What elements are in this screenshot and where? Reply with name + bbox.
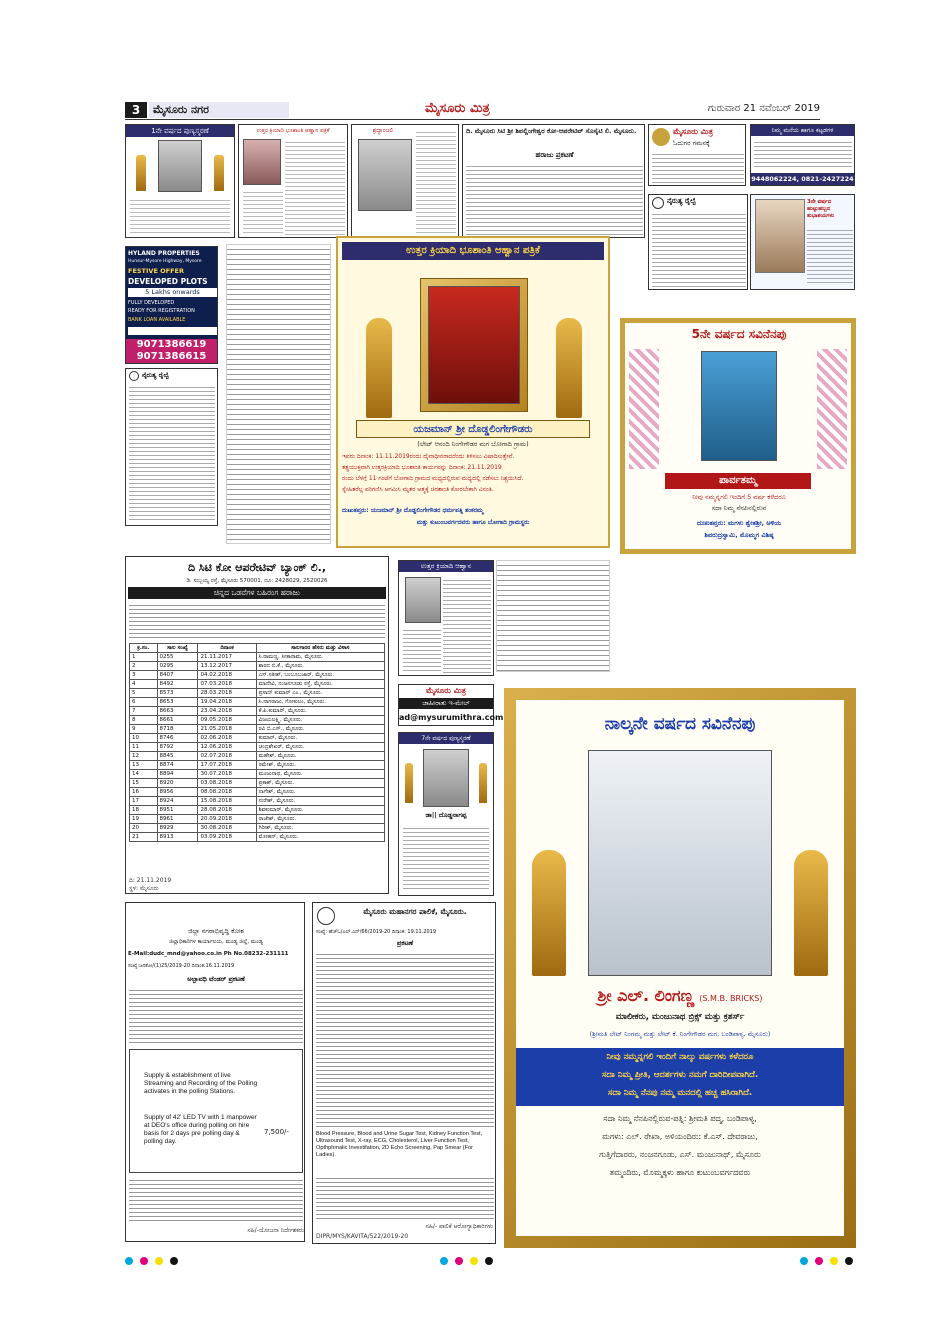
fourth-inner xyxy=(516,700,844,1236)
fourth-family: ಸದಾ ನಿಮ್ಮ ನೆನಪಿನಲ್ಲಿರುವ-ಪತ್ನಿ: ಶ್ರೀಮತಿ ಪದ್ಮ, ಬಂಡಿಪಾಳ್ಯ, xyxy=(603,1114,757,1123)
feature-mourners: ದುಃಖತಪ್ತರು: ಯಜಮಾನ್ ಶ್ರೀ ದೊಡ್ಡಲಿಂಗೇಗೌಡರ ಧರ್ಮಪತ್ನಿ ಶಂಕರಮ್ಮ xyxy=(342,507,484,514)
email-ad-sub: ಜಾಹೀರಾತು ಇ-ಮೇಲ್ xyxy=(399,698,493,709)
table-cell: ಮೋಹನ್, ಮೈಸೂರು. xyxy=(256,833,384,842)
registration-marks xyxy=(440,1250,520,1260)
table-cell: 8663 xyxy=(157,707,198,716)
ad-body-text xyxy=(129,384,215,522)
email-ad xyxy=(398,684,504,726)
bank-date: ದಿ: 21.11.2019 xyxy=(129,877,172,884)
fifth-title: 5ನೇ ವರ್ಷದ ಸವಿನೆನಪು xyxy=(691,327,787,341)
table-cell: ರಾಜೇಶ್, ಮೈಸೂರು. xyxy=(256,815,384,824)
anniversary-ad-2 xyxy=(238,124,348,238)
bank-table xyxy=(129,643,385,842)
fourth-name xyxy=(520,986,840,1008)
table-cell: 8718 xyxy=(157,725,198,734)
mitra-subtitle: ಓದುಗರ ಗಮನಕ್ಕೆ xyxy=(673,139,710,147)
auction-table xyxy=(129,643,385,842)
feature-line: ಇವರು ದಿನಾಂಕ: 11.11.2019ರಂದು ದೈವಾಧೀನರಾದರೆಂದು ತಿಳಿಸಲು ವಿಷಾದಿಸುತ್ತೇವೆ. xyxy=(342,453,515,460)
bank-auction xyxy=(125,556,389,894)
bank-address: ಡಿ. ಸುಬ್ಬಯ್ಯ ರಸ್ತೆ, ಮೈಸೂರು 570001, ದೂ: 2428029, 2520026 xyxy=(186,578,328,584)
table-cell: 8961 xyxy=(157,815,198,824)
table-cell: 02.07.2018 xyxy=(198,752,256,761)
fourth-tag: (S.M.B. BRICKS) xyxy=(699,994,763,1003)
property-offer: FESTIVE OFFER xyxy=(128,267,184,275)
ad-body-text xyxy=(285,139,345,235)
table-row xyxy=(130,752,385,761)
table-cell: ಶಾರದ ಬಿ.ಕೆ., ಮೈಸೂರು. xyxy=(256,662,384,671)
table-cell: 2 xyxy=(130,662,158,671)
feature-line: ಸ್ನೇಹಿತರೆಲ್ಲ ಪರಿಗಣಿಸಿ ಆಗಮಿಸಿ ಮೃತರ ಆತ್ಮಕ್ಕೆ ಚಿರಶಾಂತಿ ಕೋರಬೇಕಾಗಿ ವಿನಂತಿ. xyxy=(342,486,494,493)
ad-body-text xyxy=(443,577,491,673)
tender-email: E-Mail:dudc_mnd@yahoo.co.in Ph No.08232-231111 xyxy=(128,951,289,957)
fourth-parents: (ಶ್ರೀಮತಿ ಲೇಟ್ ನಿಂಗಮ್ಮ ಮತ್ತು ಲೇಟ್ ಕೆ. ನಿಂಗೇಗೌಡರ ಮಗ, ಬಂಡಿಪಾಳ್ಯ, ಮೈಸೂರು) xyxy=(589,1030,771,1038)
portrait-photo xyxy=(243,139,281,185)
corporation-sign: ಸಹಿ/- ಪಾಲಿಕೆ ಆರೋಗ್ಯಾಧಿಕಾರಿಗಳು xyxy=(425,1223,493,1230)
table-cell: 8492 xyxy=(157,680,198,689)
fourth-owner: ಮಾಲೀಕರು, ಮಂಜುನಾಥ ಬ್ರಿಕ್ಸ್ ಮತ್ತು ಕ್ರಶರ್ಸ್ xyxy=(615,1012,745,1022)
table-cell: ಮಾದೇವಿ, ನಂಜನಗೂಡು ರಸ್ತೆ, ಮೈಸೂರು. xyxy=(256,680,384,689)
lamp-icon xyxy=(366,318,392,418)
feature-line: ರಂದು ಬೆಳಗ್ಗೆ 11 ಗಂಟೆಗೆ ಬೋಗಾದಿ ಗ್ರಾಮದ ಮಧ್ಯದಲ್ಲಿರುವ ಮಧ್ಯದಲ್ಲಿ ನಡೆಸಲು ನಿಶ್ಚಯಿಸಿದೆ. xyxy=(342,475,524,482)
mitra-logo: ಮೈಸೂರು ಮಿತ್ರ xyxy=(673,127,713,136)
property-point: READY FOR REGISTRATION xyxy=(128,308,195,314)
registration-marks xyxy=(800,1250,860,1260)
birthday-title: 3ನೇ ವರ್ಷದ ಹುಟ್ಟುಹಬ್ಬದ ಶುಭಾಶಯಗಳು xyxy=(807,199,835,219)
fourth-message: ಸದಾ ನಿಮ್ಮ ನೆನಪು ನಮ್ಮ ಮನದಲ್ಲಿ ಹಚ್ಚ ಹಸಿರಾಗಿದೆ. xyxy=(607,1088,753,1098)
table-cell: 8929 xyxy=(157,824,198,833)
floral-border xyxy=(629,349,659,469)
table-cell: 1 xyxy=(130,653,158,662)
paint-phone: 9448062224, 0821-2427224 xyxy=(751,175,854,183)
table-cell: ಕೆ.ಪಿ.ಕುಮಾರ್, ಮೈಸೂರು. xyxy=(256,707,384,716)
table-cell: 15.08.2018 xyxy=(198,797,256,806)
black-mark xyxy=(485,1257,493,1265)
table-cell: 8874 xyxy=(157,761,198,770)
table-cell: 8845 xyxy=(157,752,198,761)
lamp-icon xyxy=(794,850,828,976)
fifth-anniversary-ad xyxy=(620,318,856,554)
masthead xyxy=(125,100,820,120)
magenta-mark xyxy=(815,1257,823,1265)
table-row xyxy=(130,662,385,671)
table-cell: 15 xyxy=(130,779,158,788)
black-mark xyxy=(170,1257,178,1265)
ad-body-text xyxy=(316,1175,494,1219)
anniversary-title: ಉತ್ತರ ಕ್ರಿಯಾದಿ ಭೂಶಾಂತಿ ಆಹ್ವಾನ ಪತ್ರಿಕೆ xyxy=(256,128,330,134)
cyan-mark xyxy=(125,1257,133,1265)
property-headline: DEVELOPED PLOTS xyxy=(128,277,208,286)
feature-line: ತತ್ಪ್ರಯುಕ್ತವಾಗಿ ಉತ್ತರಕ್ರಿಯಾದಿ ಭೂಶಾಂತಿ ಕಾರ್ಯವನ್ನು ದಿನಾಂಕ: 21.11.2019 xyxy=(342,464,502,471)
table-header: ಕ್ರ.ಸಂ. xyxy=(130,644,158,653)
table-cell: 7 xyxy=(130,707,158,716)
fourth-message: ನೀವು ನಮ್ಮನ್ನಗಲಿ ಇಂದಿಗೆ ನಾಲ್ಕು ವರ್ಷಗಳು ಕಳೆದರೂ xyxy=(606,1052,754,1062)
cyan-mark xyxy=(800,1257,808,1265)
ad-body-text xyxy=(652,151,744,183)
auction-notice xyxy=(462,124,645,238)
table-row xyxy=(130,689,385,698)
table-cell: 8407 xyxy=(157,671,198,680)
ad-body-text xyxy=(130,197,230,235)
bank-intro xyxy=(129,602,385,640)
lamp-icon xyxy=(532,850,566,976)
fourth-message: ಸದಾ ನಿಮ್ಮ ಪ್ರೀತಿ, ಆದರ್ಶಗಳು ನಮಗೆ ದಾರಿದೀಪವಾಗಿದೆ. xyxy=(601,1070,759,1080)
fourth-title: ನಾಲ್ಕನೇ ವರ್ಷದ ಸವಿನೆನಪು xyxy=(604,714,756,734)
table-row xyxy=(130,770,385,779)
fifth-mourners: ಶಿವರುದ್ರಸ್ವಾಮಿ, ಮೊಮ್ಮಗ ವಿಶಿಷ್ಠ xyxy=(704,531,774,539)
tender-head: ಜಿಲ್ಲಾ ನಗರಾಭಿವೃದ್ಧಿ ಕೋಶ xyxy=(188,927,244,935)
corporation-notice-title: ಪ್ರಕಟಣೆ xyxy=(396,939,414,947)
fourth-name-text: ಶ್ರೀ ಎಲ್. ಲಿಂಗಣ್ಣ xyxy=(597,986,695,1005)
ad-body-text xyxy=(129,1177,303,1223)
table-row xyxy=(130,815,385,824)
table-row xyxy=(130,680,385,689)
ad-body-text xyxy=(403,825,489,891)
table-cell: 8894 xyxy=(157,770,198,779)
table-cell: 28.03.2018 xyxy=(198,689,256,698)
bank-auction-title: ಚಿನ್ನದ ಒಡವೆಗಳ ಬಹಿರಂಗ ಹರಾಜು xyxy=(128,587,386,599)
table-header: ದಿನಾಂಕ xyxy=(198,644,256,653)
feature-sub: (ಲೇಟ್ ಆನಂದಿ ನಿಂಗೇಗೌಡರ ಮಗ ಬೋಗಾದಿ ಗ್ರಾಮ) xyxy=(417,440,529,448)
news-column xyxy=(226,244,331,544)
table-cell: ಎಸ್.ಸತೀಶ್, ಬಂಬೂಬಜಾರ್, ಮೈಸೂರು. xyxy=(256,671,384,680)
masthead-rule xyxy=(125,119,820,120)
table-cell: 8653 xyxy=(157,698,198,707)
table-row xyxy=(130,797,385,806)
seventh-name: ಡಾ|| ದೊಡ್ಡನಾಗಪ್ಪ xyxy=(425,811,467,819)
table-row xyxy=(130,788,385,797)
property-brand: HYLAND PROPERTIES xyxy=(128,250,200,257)
corporation-ref: ಸಂಖ್ಯೆ: ಹೆಚ್‌ಓ/ಎಲ್.ಎನ್/66/2019-20 ದಿನಾಂಕ: 19.11.2019 xyxy=(316,929,437,935)
table-cell: 28.08.2018 xyxy=(198,806,256,815)
fourth-family: ತಮ್ಮಂದಿರು, ಮೊಮ್ಮಕ್ಕಳು ಹಾಗೂ ಕುಟುಂಬವರ್ಗದವರು xyxy=(609,1168,751,1177)
tender-office: ಜಿಲ್ಲಾಧಿಕಾರಿಗಳ ಕಾರ್ಯಾಲಯ, ಮಂಡ್ಯ ಜಿಲ್ಲೆ, ಮಂಡ್ಯ xyxy=(169,939,263,945)
ad-body-text xyxy=(754,139,852,169)
table-cell: 19.04.2018 xyxy=(198,698,256,707)
table-cell: 8746 xyxy=(157,734,198,743)
issue-date: ಗುರುವಾರ 21 ನವೆಂಬರ್ 2019 xyxy=(707,103,820,114)
property-phone: 9071386615 xyxy=(126,351,217,363)
ad-body-text xyxy=(652,211,746,287)
table-cell: 8924 xyxy=(157,797,198,806)
paint-ad xyxy=(750,124,855,186)
table-cell: ರಮೇಶ್, ಮೈಸೂರು. xyxy=(256,761,384,770)
table-cell: 13 xyxy=(130,761,158,770)
mitra-readers-box xyxy=(648,124,746,186)
table-row xyxy=(130,716,385,725)
paper-name: ಮೈಸೂರು ಮಿತ್ರ xyxy=(425,101,490,116)
table-cell: ಸುರೇಶ್, ಮೈಸೂರು. xyxy=(256,797,384,806)
table-cell: ಗಿರೀಶ್, ಮೈಸೂರು. xyxy=(256,824,384,833)
table-cell: 10 xyxy=(130,734,158,743)
table-cell: 07.03.2018 xyxy=(198,680,256,689)
black-mark xyxy=(845,1257,853,1265)
table-cell: 03.08.2018 xyxy=(198,779,256,788)
table-header: ಸಾಲ ಸಂಖ್ಯೆ xyxy=(157,644,198,653)
corporation-emblem xyxy=(317,907,335,925)
table-cell: 8661 xyxy=(157,716,198,725)
table-cell: 08.08.2018 xyxy=(198,788,256,797)
table-cell: 19 xyxy=(130,815,158,824)
table-cell: 8913 xyxy=(157,833,198,842)
paint-title: ನಿಮ್ಮ ಮನೆಯ ಹಾಗೂ ಕಟ್ಟಡಗಳ xyxy=(751,125,854,136)
feature-name: ಯಜಮಾನ್ ಶ್ರೀ ದೊಡ್ಡಲಿಂಗೇಗೌಡರು xyxy=(356,420,590,438)
birthday-ad xyxy=(750,194,855,290)
ad-body-text xyxy=(129,987,303,1045)
table-cell: 14 xyxy=(130,770,158,779)
lamp-icon xyxy=(214,155,224,191)
table-cell: 17.07.2018 xyxy=(198,761,256,770)
anniversary-ad-1 xyxy=(125,124,235,238)
table-cell: 8 xyxy=(130,716,158,725)
table-row xyxy=(130,707,385,716)
section-title: ಮೈಸೂರು ನಗರ xyxy=(149,102,289,118)
notice-title: ದಿ. ಮೈಸೂರು ಸಿಟಿ ಶ್ರೀ ಶಿವಲ್ಲಿಂಗೇಶ್ವರ ಕೋ-ಆಪರೇಟಿವ್ ಸೊಸೈಟಿ ಲಿ. ಮೈಸೂರು. xyxy=(466,127,637,135)
table-cell: ನಾಗೇಶ್, ಮೈಸೂರು. xyxy=(256,788,384,797)
table-cell: 6 xyxy=(130,698,158,707)
feature-title: ಉತ್ತರ ಕ್ರಿಯಾದಿ ಭೂಶಾಂತಿ ಆಹ್ವಾನ ಪತ್ರಿಕೆ xyxy=(342,242,604,260)
portrait-photo xyxy=(428,286,520,404)
railway-logo xyxy=(129,371,139,381)
property-phone: 9071386619 xyxy=(126,339,217,351)
seventh-anniversary-ad xyxy=(398,732,494,896)
property-loan: BANK LOAN AVAILABLE xyxy=(128,317,186,323)
tender-item: Supply of 42' LED TV with 1 manpower at DEO's office during polling on hire basis for 2 days pre polling day & polling day. xyxy=(144,1114,257,1145)
railway-title: ನೈರುತ್ಯ ರೈಲ್ವೆ xyxy=(142,371,170,379)
table-cell: 30.08.2018 xyxy=(198,824,256,833)
tender-notice-title: ಅಲ್ಪಾವಧಿ ಟೆಂಡರ್ ಪ್ರಕಟಣೆ xyxy=(187,975,245,983)
fifth-name: ಪಾರ್ವತಮ್ಮ xyxy=(665,473,811,489)
page-number xyxy=(125,102,147,118)
table-cell: 23.04.2018 xyxy=(198,707,256,716)
fourth-family: ಮಗಳು: ಎಲ್. ರೇಖಾ, ಅಳಿಯಂದಿರು: ಕೆ.ಎಸ್. ದೇವರಾಜು, xyxy=(602,1132,758,1141)
portrait-photo xyxy=(405,577,441,623)
table-row xyxy=(130,806,385,815)
table-cell: 8951 xyxy=(157,806,198,815)
corporation-notice xyxy=(312,902,496,1244)
notice-subtitle: ಹರಾಜು ಪ್ರಕಟಣೆ xyxy=(535,151,574,159)
seventh-title: 7ನೇ ವರ್ಷದ ಪುಣ್ಯಸ್ಮರಣೆ xyxy=(399,733,493,744)
table-cell: 0255 xyxy=(157,653,198,662)
property-point: FULLY DEVELOPED xyxy=(128,300,175,306)
table-cell: 8573 xyxy=(157,689,198,698)
tender-sign: ಸಹಿ/-ಯೋಜನಾ ನಿರ್ದೇಶಕರು xyxy=(247,1227,304,1234)
table-row xyxy=(130,761,385,770)
anniversary-title: 1ನೇ ವರ್ಷದ ಪುಣ್ಯಸ್ಮರಣೆ xyxy=(126,125,234,137)
feature-mourners: ಮತ್ತು ಕುಟುಂಬವರ್ಗದವರು ಹಾಗೂ ಬೋಗಾದಿ ಗ್ರಾಮಸ್ಥರು xyxy=(416,519,530,526)
anniversary-ad-3 xyxy=(351,124,459,238)
tender-item: Supply & establishment of live Streaming and Recording of the Polling activates in the polling Stations. xyxy=(144,1072,258,1095)
table-cell: 03.09.2018 xyxy=(198,833,256,842)
corporation-title: ಮೈಸೂರು ಮಹಾನಗರ ಪಾಲಿಕೆ, ಮೈಸೂರು. xyxy=(363,907,467,916)
railway-logo xyxy=(652,197,664,209)
tender-table xyxy=(129,1049,303,1173)
bank-logos xyxy=(128,327,217,335)
ad-body-text xyxy=(416,129,456,235)
tender-amount: 7,500/- xyxy=(264,1128,289,1136)
table-cell: 12.06.2018 xyxy=(198,743,256,752)
table-cell: ಸಿ.ರಾಮಣ್ಣ, ಸೀತಾರಾಮ, ಮೈಸೂರು. xyxy=(256,653,384,662)
table-cell: ಚಂದ್ರಶೇಖರ್, ಮೈಸೂರು. xyxy=(256,743,384,752)
table-row xyxy=(130,824,385,833)
yellow-mark xyxy=(155,1257,163,1265)
ad-body-text xyxy=(243,189,283,235)
table-cell: 0295 xyxy=(157,662,198,671)
cyan-mark xyxy=(440,1257,448,1265)
table-cell: 8920 xyxy=(157,779,198,788)
magenta-mark xyxy=(455,1257,463,1265)
feature-ad xyxy=(336,236,610,548)
table-cell: 11 xyxy=(130,743,158,752)
table-cell: 20.09.2018 xyxy=(198,815,256,824)
table-cell: 5 xyxy=(130,689,158,698)
registration-marks xyxy=(125,1250,205,1260)
magenta-mark xyxy=(140,1257,148,1265)
table-cell: 8956 xyxy=(157,788,198,797)
table-cell: ಕುಮಾರ್, ಮೈಸೂರು. xyxy=(256,734,384,743)
table-cell: ಪ್ರಸಾದ್ ಕುಮಾರ್ ಎಂ., ಮೈಸೂರು. xyxy=(256,689,384,698)
property-location: Hunsur-Mysore Highway, Mysore xyxy=(128,259,202,264)
email-address[interactable]: ad@mysurumithra.com xyxy=(399,713,504,722)
table-cell: ರವಿ ಬಿ.ಎಸ್., ಮೈಸೂರು. xyxy=(256,725,384,734)
table-cell: 04.02.2018 xyxy=(198,671,256,680)
ad-body-text xyxy=(403,627,441,673)
fifth-line: ಸದಾ ನಿಮ್ಮ ನೆನಪಿನಲ್ಲಿರುವ xyxy=(711,504,767,512)
ad-body-text xyxy=(807,227,853,283)
table-row xyxy=(130,743,385,752)
table-row xyxy=(130,671,385,680)
table-row xyxy=(130,833,385,842)
table-cell: 21.05.2018 xyxy=(198,725,256,734)
table-row xyxy=(130,725,385,734)
fourth-anniversary-ad xyxy=(504,688,856,1248)
table-cell: 20 xyxy=(130,824,158,833)
email-ad-title: ಮೈಸೂರು ಮಿತ್ರ xyxy=(426,686,466,695)
table-cell: 4 xyxy=(130,680,158,689)
table-cell: ಮಹೇಶ್, ಮೈಸೂರು. xyxy=(256,752,384,761)
table-cell: ಮಂಜುನಾಥ, ಮೈಸೂರು. xyxy=(256,770,384,779)
table-cell: 8792 xyxy=(157,743,198,752)
table-cell: ಪ್ರಕಾಶ್, ಮೈಸೂರು. xyxy=(256,779,384,788)
table-cell: 13.12.2017 xyxy=(198,662,256,671)
table-row xyxy=(130,698,385,707)
lamp-icon xyxy=(479,763,487,803)
corporation-tests: Blood Pressure, Blood and Urine Sugar Test, Kidney Function Test, Ultrasound Test, X-ray, ECG, Cholesterol, Liver Function Test, Opthphmalic Investifation, 2D Echo Screening, Pap Smear (For Ladies). xyxy=(316,1131,483,1158)
fourth-family: ಗುತ್ತಿಗೆದಾರರು, ನಂಜನಗೂಡು, ಎಸ್. ಮಂಜುನಾಥ್, ಮೈಸೂರು xyxy=(599,1150,761,1159)
child-photo xyxy=(755,199,805,273)
notice-body xyxy=(466,163,643,235)
railway-notice-2 xyxy=(125,368,218,526)
table-header: ಸಾಲಗಾರರ ಹೆಸರು ಮತ್ತು ವಿಳಾಸ xyxy=(256,644,384,653)
yellow-mark xyxy=(470,1257,478,1265)
table-cell: 17 xyxy=(130,797,158,806)
news-column xyxy=(496,560,610,672)
table-cell: 12 xyxy=(130,752,158,761)
yellow-mark xyxy=(830,1257,838,1265)
portrait-photo xyxy=(358,139,412,211)
property-price: 5 Lakhs onwards xyxy=(128,288,217,297)
table-cell: 16 xyxy=(130,788,158,797)
mitra-emblem xyxy=(652,128,670,146)
property-ad xyxy=(125,246,218,364)
table-row xyxy=(130,779,385,788)
page-number-text: 3 xyxy=(131,103,141,117)
bank-place: ಸ್ಥಳ: ಮೈಸೂರು xyxy=(129,885,159,892)
tender-notice xyxy=(125,902,305,1242)
table-cell: 09.05.2018 xyxy=(198,716,256,725)
portrait-photo xyxy=(423,749,469,807)
table-cell: 30.07.2018 xyxy=(198,770,256,779)
portrait-photo xyxy=(701,351,777,461)
ad-body-text xyxy=(316,951,494,1129)
table-row xyxy=(130,653,385,662)
table-cell: 21.11.2017 xyxy=(198,653,256,662)
lamp-icon xyxy=(405,763,413,803)
lamp-icon xyxy=(136,155,146,191)
table-cell: 02.06.2018 xyxy=(198,734,256,743)
invitation-ad xyxy=(398,560,494,676)
railway-notice xyxy=(648,194,748,290)
table-row xyxy=(130,734,385,743)
table-cell: 9 xyxy=(130,725,158,734)
table-cell: 3 xyxy=(130,671,158,680)
anniversary-title: ಶ್ರದ್ಧಾಂಜಲಿ xyxy=(372,127,394,134)
railway-title: ನೈರುತ್ಯ ರೈಲ್ವೆ xyxy=(667,197,697,205)
portrait-photo xyxy=(158,140,202,192)
invitation-title: ಉತ್ತರ ಕ್ರಿಯಾದಿ ಆಹ್ವಾನ xyxy=(399,561,493,572)
table-cell: 18 xyxy=(130,806,158,815)
table-cell: ವಿಜಯಲಕ್ಷ್ಮಿ, ಮೈಸೂರು. xyxy=(256,716,384,725)
fifth-mourners: ದುಃಖತಪ್ತರು: ಮಗಳು ಶ್ವೇತಶ್ರೀ, ಅಳಿಯ xyxy=(696,519,782,527)
table-cell: ಶಿವಕುಮಾರ್, ಮೈಸೂರು. xyxy=(256,806,384,815)
fifth-line: ನೀವು ನಮ್ಮನ್ನಗಲಿ ಇಂದಿಗೆ 5 ವರ್ಷ ಕಳೆದರೂ xyxy=(692,493,786,501)
table-cell: 21 xyxy=(130,833,158,842)
lamp-icon xyxy=(556,318,582,418)
portrait-photo xyxy=(588,750,772,976)
corporation-dipr: DIPR/MYS/KAVITA/522/2019-20 xyxy=(316,1233,409,1240)
bank-title: ದಿ ಸಿಟಿ ಕೋ ಆಪರೇಟಿವ್ ಬ್ಯಾಂಕ್ ಲಿ., xyxy=(187,561,327,574)
table-cell: ಸಿ.ನಾಗರಾಜು, ಗೋಕುಲಂ, ಮೈಸೂರು. xyxy=(256,698,384,707)
floral-border xyxy=(817,349,847,469)
tender-ref: ಸಂಖ್ಯೆ:ಜನಕೋ/(1)25/2019-20 ದಿನಾಂಕ:16.11.2019 xyxy=(128,963,235,969)
